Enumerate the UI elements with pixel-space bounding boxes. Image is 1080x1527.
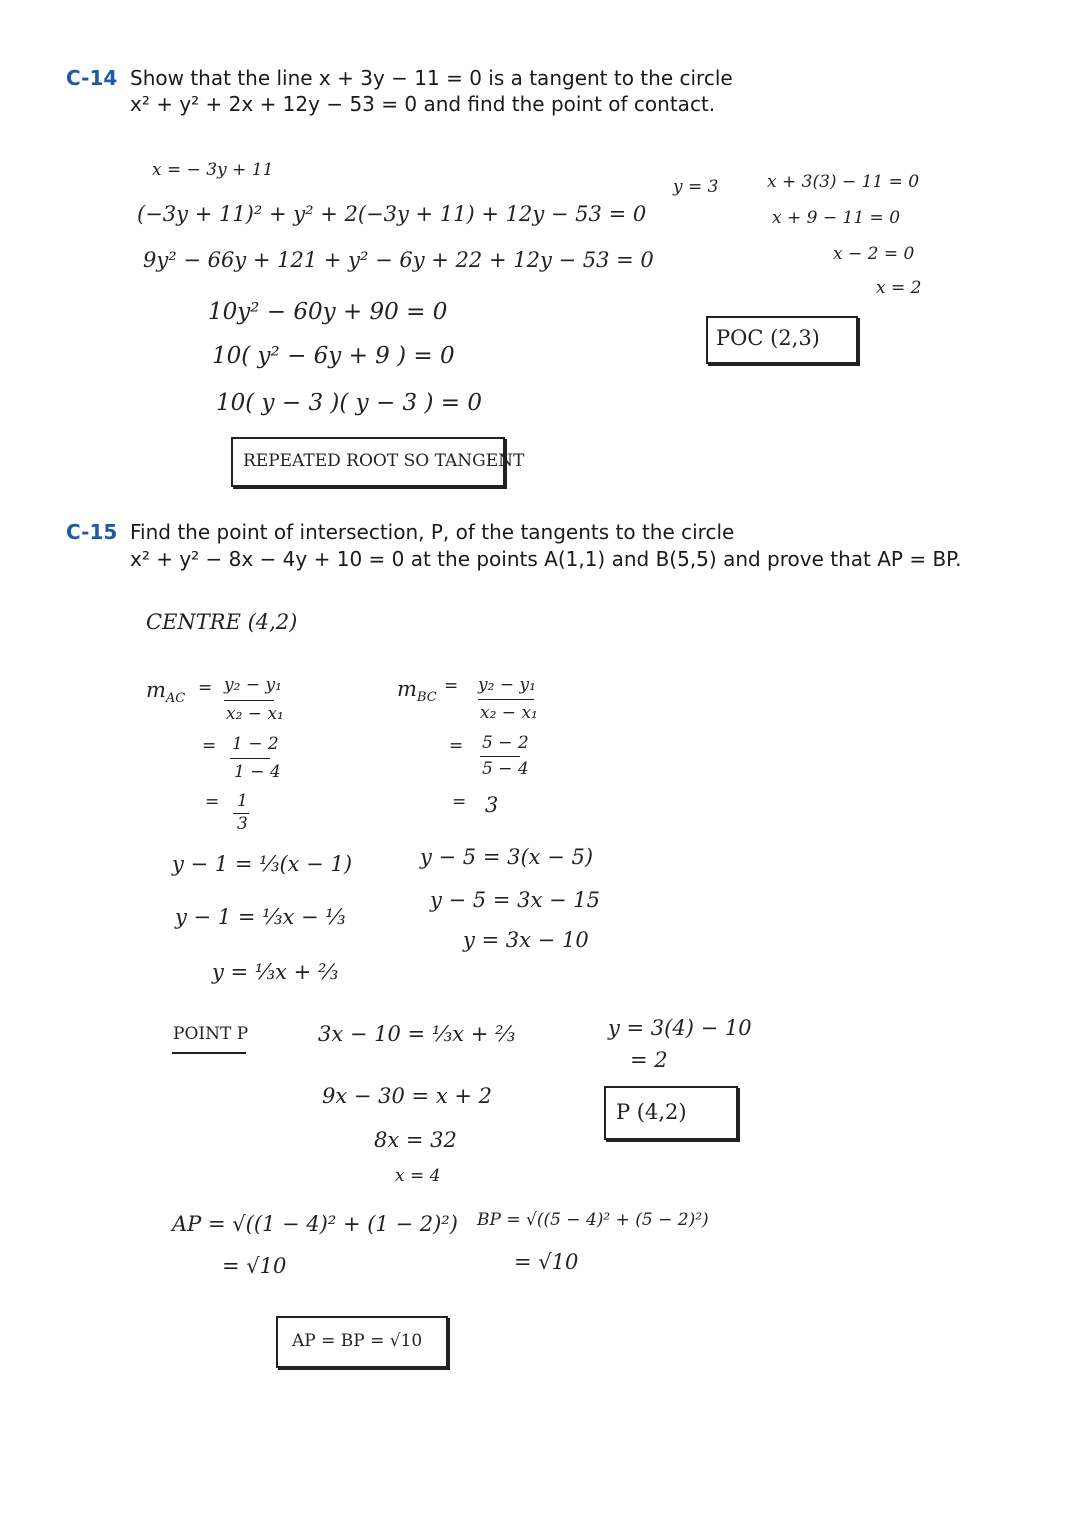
question-c14-line1: Show that the line x + 3y − 11 = 0 is a tangent to the circle xyxy=(130,66,733,90)
mac-f3-num: 1 xyxy=(237,791,248,811)
c14-sub-line-1: x + 3(3) − 11 = 0 xyxy=(767,172,920,192)
question-number-c15: C-15 xyxy=(66,520,118,544)
c14-work-line-5: 10( y² − 6y + 9 ) = 0 xyxy=(212,343,455,369)
mac-m: m xyxy=(146,678,166,702)
tan-b-line-2: y − 5 = 3x − 15 xyxy=(430,888,600,912)
c14-sub-line-2: x + 9 − 11 = 0 xyxy=(772,208,901,228)
y-solve-line-1: y = 3(4) − 10 xyxy=(608,1016,752,1040)
mbc-eq-3: = xyxy=(452,792,467,812)
mbc-sub: BC xyxy=(416,690,437,706)
mbc-f2-num: 5 − 2 xyxy=(482,733,529,753)
mbc-f2-bar xyxy=(480,756,520,757)
mbc-m: m xyxy=(397,677,417,701)
tangent-conclusion-box xyxy=(231,437,525,487)
tangent-conclusion-text: REPEATED ROOT SO TANGENT xyxy=(243,451,525,471)
mbc-eq-1: = xyxy=(444,676,459,696)
c14-work-line-2: (−3y + 11)² + y² + 2(−3y + 11) + 12y − 53 = 0 xyxy=(137,202,647,226)
c14-work-line-3: 9y² − 66y + 121 + y² − 6y + 22 + 12y − 53 = 0 xyxy=(143,248,654,272)
question-number-c14: C-14 xyxy=(66,66,118,90)
solve-line-4: x = 4 xyxy=(395,1166,441,1186)
ap-line-1: AP = √((1 − 4)² + (1 − 2)²) xyxy=(172,1212,458,1236)
mac-eq-3: = xyxy=(205,792,220,812)
mbc-f1-den: x₂ − x₁ xyxy=(480,703,538,723)
mbc-result: 3 xyxy=(485,793,499,817)
point-p-underline xyxy=(172,1052,246,1054)
mac-eq-2: = xyxy=(202,736,217,756)
mac-f1-den: x₂ − x₁ xyxy=(226,704,284,724)
centre-label: CENTRE (4,2) xyxy=(146,610,298,634)
poc-box xyxy=(706,316,858,364)
tan-b-line-1: y − 5 = 3(x − 5) xyxy=(420,845,594,869)
poc-text: POC (2,3) xyxy=(716,326,820,350)
tan-a-line-2: y − 1 = ⅓x − ⅓ xyxy=(175,905,346,929)
mbc-eq-2: = xyxy=(449,736,464,756)
bp-line-1: BP = √((5 − 4)² + (5 − 2)²) xyxy=(477,1210,709,1230)
final-conclusion-text: AP = BP = √10 xyxy=(292,1331,423,1351)
mbc-f1-bar xyxy=(478,699,534,700)
tan-a-line-3: y = ⅓x + ⅔ xyxy=(212,960,339,984)
mbc-f1-num: y₂ − y₁ xyxy=(478,675,536,695)
mac-f3-den: 3 xyxy=(237,814,248,834)
ap-line-2: = √10 xyxy=(222,1254,287,1278)
c14-y-value: y = 3 xyxy=(673,177,719,197)
point-p-label: POINT P xyxy=(173,1024,249,1044)
c14-work-line-1: x = − 3y + 11 xyxy=(152,160,274,180)
y-solve-line-2: = 2 xyxy=(630,1048,668,1072)
mbc-label xyxy=(397,677,437,705)
c14-sub-line-3: x − 2 = 0 xyxy=(833,244,915,264)
solve-line-3: 8x = 32 xyxy=(374,1128,457,1152)
question-c15-line2: x² + y² − 8x − 4y + 10 = 0 at the points A(1,1) and B(5,5) and prove that AP = BP. xyxy=(130,547,962,571)
mac-f1-num: y₂ − y₁ xyxy=(224,675,282,695)
final-conclusion-box xyxy=(276,1316,448,1368)
mac-eq-1: = xyxy=(198,678,213,698)
mac-f2-bar xyxy=(230,758,270,759)
point-p-box xyxy=(604,1086,738,1140)
solve-line-1: 3x − 10 = ⅓x + ⅔ xyxy=(318,1022,516,1046)
mac-f2-den: 1 − 4 xyxy=(234,762,281,782)
question-c15-line1: Find the point of intersection, P, of the tangents to the circle xyxy=(130,520,735,544)
tan-b-line-3: y = 3x − 10 xyxy=(463,928,589,952)
tan-a-line-1: y − 1 = ⅓(x − 1) xyxy=(172,852,353,876)
mac-label xyxy=(146,678,185,706)
mac-f1-bar xyxy=(224,700,274,701)
point-p-box-text: P (4,2) xyxy=(616,1100,687,1124)
mac-f2-num: 1 − 2 xyxy=(232,734,279,754)
c14-work-line-6: 10( y − 3 )( y − 3 ) = 0 xyxy=(216,390,482,416)
c14-sub-line-4: x = 2 xyxy=(876,278,922,298)
solve-line-2: 9x − 30 = x + 2 xyxy=(322,1084,492,1108)
mac-sub: AC xyxy=(165,691,186,707)
c14-work-line-4: 10y² − 60y + 90 = 0 xyxy=(208,299,448,325)
mbc-f2-den: 5 − 4 xyxy=(482,759,529,779)
bp-line-2: = √10 xyxy=(514,1250,579,1274)
question-c14-line2: x² + y² + 2x + 12y − 53 = 0 and find the point of contact. xyxy=(130,92,716,116)
